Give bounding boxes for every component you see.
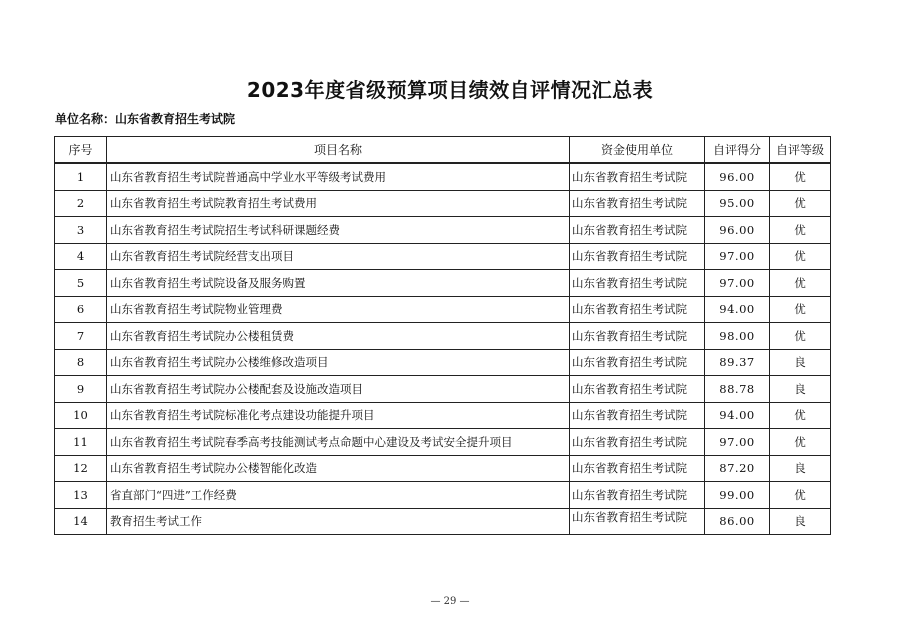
header-funding-unit: 资金使用单位 <box>570 137 705 164</box>
header-grade: 自评等级 <box>770 137 831 164</box>
grade-cell: 良 <box>770 455 831 482</box>
row-number: 6 <box>55 296 107 323</box>
funding-unit-cell: 山东省教育招生考试院 <box>570 243 705 270</box>
score-cell: 96.00 <box>705 217 770 244</box>
project-name-cell: 山东省教育招生考试院普通高中学业水平等级考试费用 <box>107 163 570 190</box>
header-score: 自评得分 <box>705 137 770 164</box>
table-row <box>55 402 831 429</box>
funding-unit-cell: 山东省教育招生考试院 <box>570 190 705 217</box>
row-number: 12 <box>55 455 107 482</box>
funding-unit-cell: 山东省教育招生考试院 <box>570 163 705 190</box>
table-row <box>55 296 831 323</box>
funding-unit-cell: 山东省教育招生考试院 <box>570 482 705 509</box>
row-number: 8 <box>55 349 107 376</box>
grade-cell: 良 <box>770 349 831 376</box>
funding-unit-cell: 山东省教育招生考试院 <box>570 455 705 482</box>
score-cell: 86.00 <box>705 508 770 535</box>
row-number: 10 <box>55 402 107 429</box>
score-cell: 98.00 <box>705 323 770 350</box>
grade-cell: 优 <box>770 270 831 297</box>
page-title: 2023年度省级预算项目绩效自评情况汇总表 <box>246 78 654 102</box>
funding-unit-cell: 山东省教育招生考试院 <box>570 349 705 376</box>
table-row <box>55 349 831 376</box>
row-number: 14 <box>55 508 107 535</box>
row-number: 4 <box>55 243 107 270</box>
row-number: 11 <box>55 429 107 456</box>
row-number: 9 <box>55 376 107 403</box>
grade-cell: 优 <box>770 163 831 190</box>
table-row <box>55 163 831 190</box>
table-row <box>55 190 831 217</box>
row-number: 5 <box>55 270 107 297</box>
table-row <box>55 243 831 270</box>
score-cell: 89.37 <box>705 349 770 376</box>
project-name-cell: 山东省教育招生考试院办公楼维修改造项目 <box>107 349 570 376</box>
table-row <box>55 508 831 535</box>
table-row <box>55 217 831 244</box>
score-cell: 87.20 <box>705 455 770 482</box>
funding-unit-cell: 山东省教育招生考试院 <box>570 323 705 350</box>
project-name-cell: 教育招生考试工作 <box>107 508 570 535</box>
project-name-cell: 山东省教育招生考试院办公楼配套及设施改造项目 <box>107 376 570 403</box>
table-row <box>55 482 831 509</box>
row-number: 2 <box>55 190 107 217</box>
table-row <box>55 323 831 350</box>
project-name-cell: 省直部门“四进”工作经费 <box>107 482 570 509</box>
page-number: — 29 — <box>430 596 470 607</box>
table-row <box>55 429 831 456</box>
header-project-name: 项目名称 <box>107 137 570 164</box>
row-number: 7 <box>55 323 107 350</box>
grade-cell: 良 <box>770 508 831 535</box>
grade-cell: 优 <box>770 296 831 323</box>
row-number: 13 <box>55 482 107 509</box>
grade-cell: 优 <box>770 402 831 429</box>
grade-cell: 优 <box>770 217 831 244</box>
funding-unit-cell: 山东省教育招生考试院 <box>570 296 705 323</box>
funding-unit-cell: 山东省教育招生考试院 <box>570 508 705 535</box>
project-name-cell: 山东省教育招生考试院教育招生考试费用 <box>107 190 570 217</box>
project-name-cell: 山东省教育招生考试院物业管理费 <box>107 296 570 323</box>
table-header-row <box>55 137 831 164</box>
summary-table <box>54 136 831 535</box>
project-name-cell: 山东省教育招生考试院设备及服务购置 <box>107 270 570 297</box>
project-name-cell: 山东省教育招生考试院办公楼智能化改造 <box>107 455 570 482</box>
project-name-cell: 山东省教育招生考试院标准化考点建设功能提升项目 <box>107 402 570 429</box>
project-name-cell: 山东省教育招生考试院办公楼租赁费 <box>107 323 570 350</box>
grade-cell: 优 <box>770 190 831 217</box>
score-cell: 97.00 <box>705 270 770 297</box>
row-number: 1 <box>55 163 107 190</box>
grade-cell: 优 <box>770 243 831 270</box>
score-cell: 94.00 <box>705 296 770 323</box>
score-cell: 88.78 <box>705 376 770 403</box>
unit-name-label: 单位名称：山东省教育招生考试院 <box>55 112 236 126</box>
score-cell: 94.00 <box>705 402 770 429</box>
header-no: 序号 <box>55 137 107 164</box>
score-cell: 97.00 <box>705 429 770 456</box>
table-row <box>55 455 831 482</box>
table-row <box>55 270 831 297</box>
score-cell: 97.00 <box>705 243 770 270</box>
grade-cell: 优 <box>770 429 831 456</box>
grade-cell: 优 <box>770 323 831 350</box>
project-name-cell: 山东省教育招生考试院经营支出项目 <box>107 243 570 270</box>
grade-cell: 优 <box>770 482 831 509</box>
funding-unit-cell: 山东省教育招生考试院 <box>570 376 705 403</box>
funding-unit-cell: 山东省教育招生考试院 <box>570 270 705 297</box>
funding-unit-cell: 山东省教育招生考试院 <box>570 429 705 456</box>
score-cell: 99.00 <box>705 482 770 509</box>
project-name-cell: 山东省教育招生考试院春季高考技能测试考点命题中心建设及考试安全提升项目 <box>107 429 570 456</box>
funding-unit-cell: 山东省教育招生考试院 <box>570 402 705 429</box>
funding-unit-cell: 山东省教育招生考试院 <box>570 217 705 244</box>
row-number: 3 <box>55 217 107 244</box>
score-cell: 96.00 <box>705 163 770 190</box>
project-name-cell: 山东省教育招生考试院招生考试科研课题经费 <box>107 217 570 244</box>
score-cell: 95.00 <box>705 190 770 217</box>
grade-cell: 良 <box>770 376 831 403</box>
table-row <box>55 376 831 403</box>
